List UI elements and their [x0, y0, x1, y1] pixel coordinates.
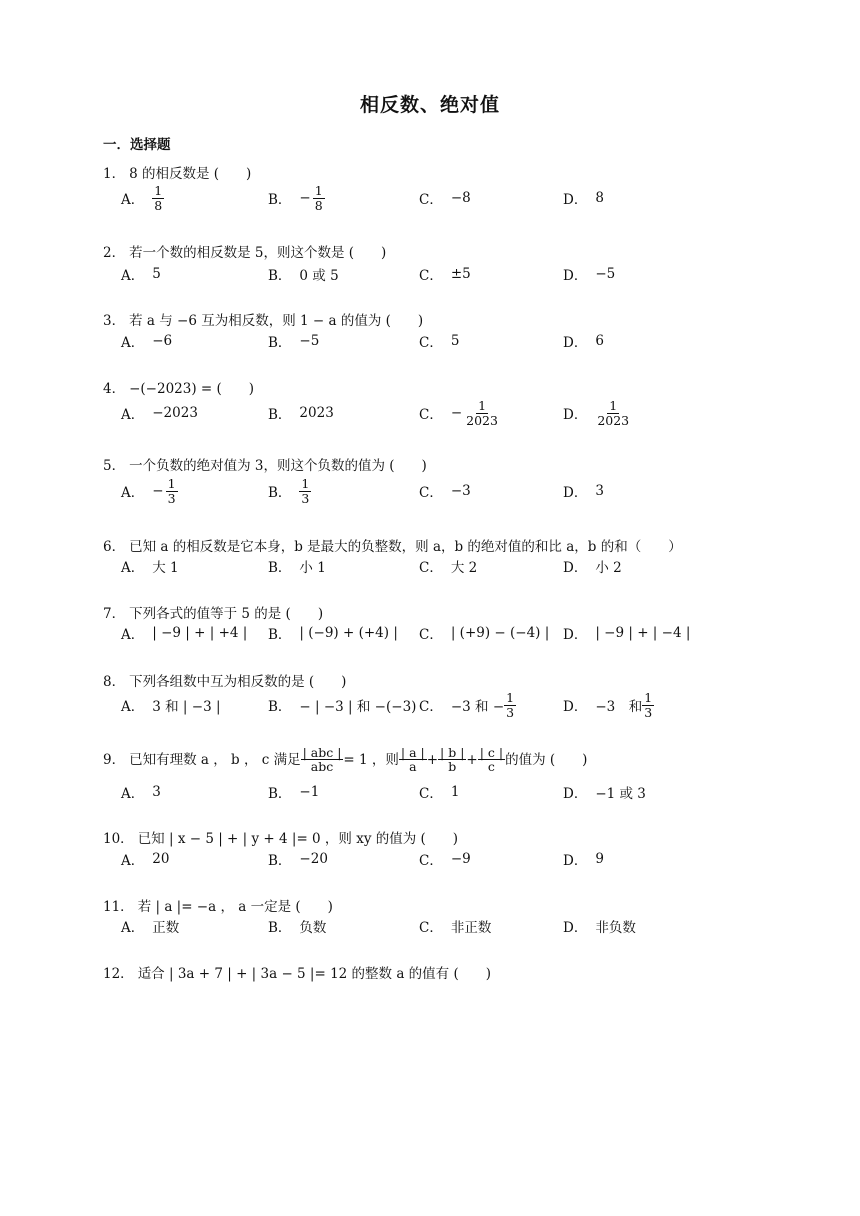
option-label: D．	[563, 786, 588, 802]
page-title: 相反数、绝对值	[359, 94, 500, 116]
fraction-body	[399, 746, 427, 773]
question-number: 8．	[103, 674, 126, 690]
option-label: A．	[121, 335, 145, 351]
denominator: 2023	[466, 412, 498, 428]
question-text: 已知 | x − 5 | + | y + 4 |= 0 ，则 xy 的值为 ( )	[137, 831, 459, 847]
fraction	[399, 746, 427, 773]
question-stem	[103, 380, 254, 398]
option-text: 2023	[299, 405, 334, 421]
fraction-body	[299, 477, 311, 504]
option-label: A．	[121, 786, 145, 802]
answer-option	[563, 777, 646, 807]
question-stem	[103, 965, 491, 983]
fraction-body	[642, 691, 654, 718]
question-number: 6．	[103, 539, 126, 555]
question-text: 若一个数的相反数是 5，则这个数是 ( )	[129, 245, 387, 261]
option-label: D．	[563, 920, 588, 936]
answer-option	[563, 398, 631, 428]
answer-option	[268, 690, 416, 720]
question-number: 7．	[103, 606, 126, 622]
option-text: −5	[299, 333, 320, 349]
question-number: 10．	[103, 831, 134, 847]
answer-option	[268, 476, 311, 506]
denominator: 3	[301, 490, 310, 506]
question-number: 3．	[103, 313, 126, 329]
option-text: | (−9) + (+4) |	[299, 625, 398, 641]
question-text: 的值为 ( )	[505, 751, 588, 768]
option-label: B．	[268, 627, 292, 643]
answer-option	[121, 476, 178, 506]
question-number: 2．	[103, 245, 126, 261]
answer-option	[563, 551, 622, 581]
fraction-body	[464, 399, 500, 426]
fraction-body	[166, 477, 178, 504]
fraction-body	[301, 746, 344, 773]
option-text: 非正数	[450, 920, 492, 936]
option-text: −3 和	[595, 699, 643, 715]
fraction	[299, 184, 324, 211]
option-text: 大 1	[152, 560, 179, 576]
denominator: b	[448, 759, 457, 775]
option-text: 20	[152, 851, 170, 867]
minus-sign: −	[152, 482, 164, 499]
answer-option	[121, 551, 179, 581]
answer-option	[563, 183, 604, 213]
answer-option	[121, 844, 169, 874]
option-row	[0, 618, 860, 648]
option-label: A．	[121, 920, 145, 936]
question-number: 1．	[103, 166, 126, 182]
option-text: 5	[450, 333, 460, 349]
numerator: | b |	[440, 745, 465, 760]
option-label: B．	[268, 268, 292, 284]
question-text: 适合 | 3a + 7 | + | 3a − 5 |= 12 的整数 a 的值有 ( )	[137, 966, 492, 982]
question-text: 下列各式的值等于 5 的是 ( )	[129, 606, 324, 622]
option-label: A．	[121, 699, 145, 715]
option-label: D．	[563, 699, 588, 715]
answer-option	[268, 618, 398, 648]
option-text: 正数	[152, 920, 180, 936]
answer-option	[121, 398, 198, 428]
fraction-body	[152, 184, 164, 211]
option-row	[0, 183, 860, 213]
fraction	[438, 746, 466, 773]
answer-option	[121, 911, 179, 941]
answer-option	[268, 326, 319, 356]
answer-option	[419, 844, 471, 874]
option-label: B．	[268, 853, 292, 869]
answer-option	[419, 777, 459, 807]
denominator: c	[487, 759, 495, 775]
answer-option	[419, 259, 471, 289]
question-number: 9．	[103, 751, 126, 768]
option-text: 3 和 | −3 |	[152, 699, 221, 715]
numerator: 1	[644, 690, 653, 706]
numerator: 1	[609, 398, 618, 414]
answer-option	[419, 183, 471, 213]
option-text: 小 1	[299, 560, 326, 576]
question-number: 12．	[103, 966, 134, 982]
option-label: A．	[121, 485, 145, 501]
option-label: D．	[563, 192, 588, 208]
option-text: 3	[152, 784, 161, 800]
fraction-body	[313, 184, 325, 211]
numerator: 1	[314, 183, 323, 199]
denominator: abc	[310, 759, 334, 775]
option-label: D．	[563, 335, 588, 351]
answer-option	[563, 259, 615, 289]
answer-option	[419, 911, 491, 941]
answer-option	[563, 476, 604, 506]
denominator: a	[409, 759, 417, 775]
option-label: C．	[419, 192, 443, 208]
option-label: A．	[121, 192, 145, 208]
answer-option	[563, 844, 604, 874]
option-label: B．	[268, 407, 292, 423]
option-label: A．	[121, 560, 145, 576]
answer-option	[419, 618, 549, 648]
option-label: B．	[268, 485, 292, 501]
option-label: D．	[563, 853, 588, 869]
question-text: 若 a 与 −6 互为相反数，则 1 − a 的值为 ( )	[129, 313, 424, 329]
option-label: B．	[268, 335, 292, 351]
option-label: A．	[121, 268, 145, 284]
answer-option	[121, 183, 164, 213]
option-text: 非负数	[595, 920, 636, 936]
question-text: −(−2023) = ( )	[129, 381, 255, 397]
option-label: A．	[121, 627, 145, 643]
option-label: C．	[419, 920, 443, 936]
question-text: 8 的相反数是 ( )	[129, 166, 252, 182]
option-label: C．	[419, 786, 443, 802]
option-text: −2023	[152, 405, 198, 421]
question-text: = 1 ，则	[343, 751, 399, 768]
option-text: −6	[152, 333, 173, 349]
option-label: B．	[268, 786, 292, 802]
option-text: −20	[299, 851, 328, 867]
answer-option	[419, 326, 459, 356]
option-label: C．	[419, 407, 443, 423]
option-text: −5	[595, 266, 616, 282]
question-text: 下列各组数中互为相反数的是 ( )	[129, 674, 347, 690]
option-label: C．	[419, 699, 443, 715]
option-row	[0, 551, 860, 581]
option-text: ±5	[450, 266, 471, 282]
question-stem	[103, 673, 346, 691]
option-label: D．	[563, 627, 588, 643]
denominator: 8	[154, 197, 163, 213]
denominator: 8	[314, 197, 323, 213]
question-stem	[103, 457, 427, 475]
denominator: 3	[167, 490, 176, 506]
fraction-body	[438, 746, 466, 773]
fraction	[299, 477, 311, 504]
option-label: B．	[268, 699, 292, 715]
option-text: 5	[152, 266, 161, 282]
option-row	[0, 326, 860, 356]
fraction	[478, 746, 505, 773]
option-label: C．	[419, 268, 443, 284]
option-text: 小 2	[595, 560, 622, 576]
question-number: 11．	[103, 899, 134, 915]
option-text: −1	[299, 784, 320, 800]
numerator: | a |	[400, 745, 425, 760]
option-row	[0, 476, 860, 506]
fraction-body	[595, 399, 631, 426]
answer-option	[121, 690, 221, 720]
option-text: 负数	[299, 920, 327, 936]
option-label: C．	[419, 627, 443, 643]
answer-option	[563, 690, 654, 720]
question-text: 已知 a 的相反数是它本身，b 是最大的负整数，则 a，b 的绝对值的和比 a，b 的和（ ）	[129, 539, 682, 555]
option-text: 6	[595, 333, 604, 349]
option-label: A．	[121, 853, 145, 869]
answer-option	[268, 844, 328, 874]
option-row	[0, 777, 860, 807]
answer-option	[268, 259, 339, 289]
answer-option	[563, 618, 690, 648]
answer-option	[121, 777, 161, 807]
option-label: D．	[563, 268, 588, 284]
numerator: 1	[154, 183, 163, 199]
option-label: B．	[268, 920, 292, 936]
option-label: D．	[563, 407, 588, 423]
numerator: 1	[301, 476, 310, 492]
section-heading: 一．选择题	[103, 137, 171, 153]
question-text: 已知有理数 a ， b ， c 满足	[129, 751, 301, 768]
option-text: −3	[450, 483, 471, 499]
minus-sign: −	[299, 189, 311, 206]
plus-sign: +	[426, 751, 439, 768]
answer-option	[268, 777, 319, 807]
answer-option	[419, 551, 477, 581]
numerator: 1	[167, 476, 176, 492]
option-row	[0, 911, 860, 941]
answer-option	[268, 911, 326, 941]
fraction	[642, 691, 654, 718]
denominator: 3	[506, 704, 515, 720]
answer-option	[121, 259, 161, 289]
fraction	[595, 399, 631, 426]
option-text: 大 2	[450, 560, 478, 576]
question-number: 4．	[103, 381, 126, 397]
numerator: 1	[506, 690, 515, 706]
fraction-body	[504, 691, 516, 718]
option-label: C．	[419, 560, 443, 576]
question-stem	[103, 746, 587, 773]
minus-sign: −	[450, 404, 463, 421]
numerator: 1	[478, 398, 487, 414]
fraction	[504, 691, 516, 718]
fraction	[152, 184, 164, 211]
option-text: −9	[450, 851, 471, 867]
option-label: D．	[563, 560, 588, 576]
answer-option	[121, 326, 172, 356]
plus-sign: +	[466, 751, 478, 768]
option-text: 9	[595, 851, 604, 867]
option-text: 3	[595, 483, 604, 499]
answer-option	[268, 183, 325, 213]
option-text: −3 和 −	[450, 699, 505, 715]
question-stem	[103, 165, 251, 183]
option-text: | −9 | + | +4 |	[152, 625, 248, 641]
option-row	[0, 398, 860, 428]
option-text: −8	[450, 190, 471, 206]
option-text: | −9 | + | −4 |	[595, 625, 691, 641]
answer-option	[268, 551, 326, 581]
fraction	[152, 477, 177, 504]
question-text: 若 | a |= −a ， a 一定是 ( )	[137, 899, 333, 915]
answer-option	[419, 690, 516, 720]
option-label: C．	[419, 335, 443, 351]
option-text: 1	[450, 784, 460, 800]
option-label: B．	[268, 192, 292, 208]
option-row	[0, 844, 860, 874]
question-text: 一个负数的绝对值为 3，则这个负数的值为 ( )	[129, 458, 427, 474]
answer-option	[121, 618, 247, 648]
answer-option	[419, 398, 500, 428]
answer-option	[563, 326, 604, 356]
option-label: C．	[419, 485, 443, 501]
option-row	[0, 259, 860, 289]
option-text: 8	[595, 190, 604, 206]
option-label: B．	[268, 560, 292, 576]
fraction	[301, 746, 344, 773]
denominator: 2023	[597, 412, 630, 428]
answer-option	[419, 476, 471, 506]
option-text: 0 或 5	[299, 268, 339, 284]
option-text: −1 或 3	[595, 786, 646, 802]
option-row	[0, 690, 860, 720]
answer-option	[268, 398, 334, 428]
answer-option	[563, 911, 636, 941]
fraction-body	[478, 746, 505, 773]
option-label: C．	[419, 853, 443, 869]
denominator: 3	[644, 704, 653, 720]
option-label: A．	[121, 407, 145, 423]
question-number: 5．	[103, 458, 126, 474]
fraction	[451, 399, 500, 426]
numerator: | abc |	[302, 745, 342, 760]
option-text: | (+9) − (−4) |	[450, 625, 550, 641]
option-label: D．	[563, 485, 588, 501]
option-text: − | −3 | 和 −(−3)	[299, 699, 417, 715]
numerator: | c |	[479, 745, 504, 760]
